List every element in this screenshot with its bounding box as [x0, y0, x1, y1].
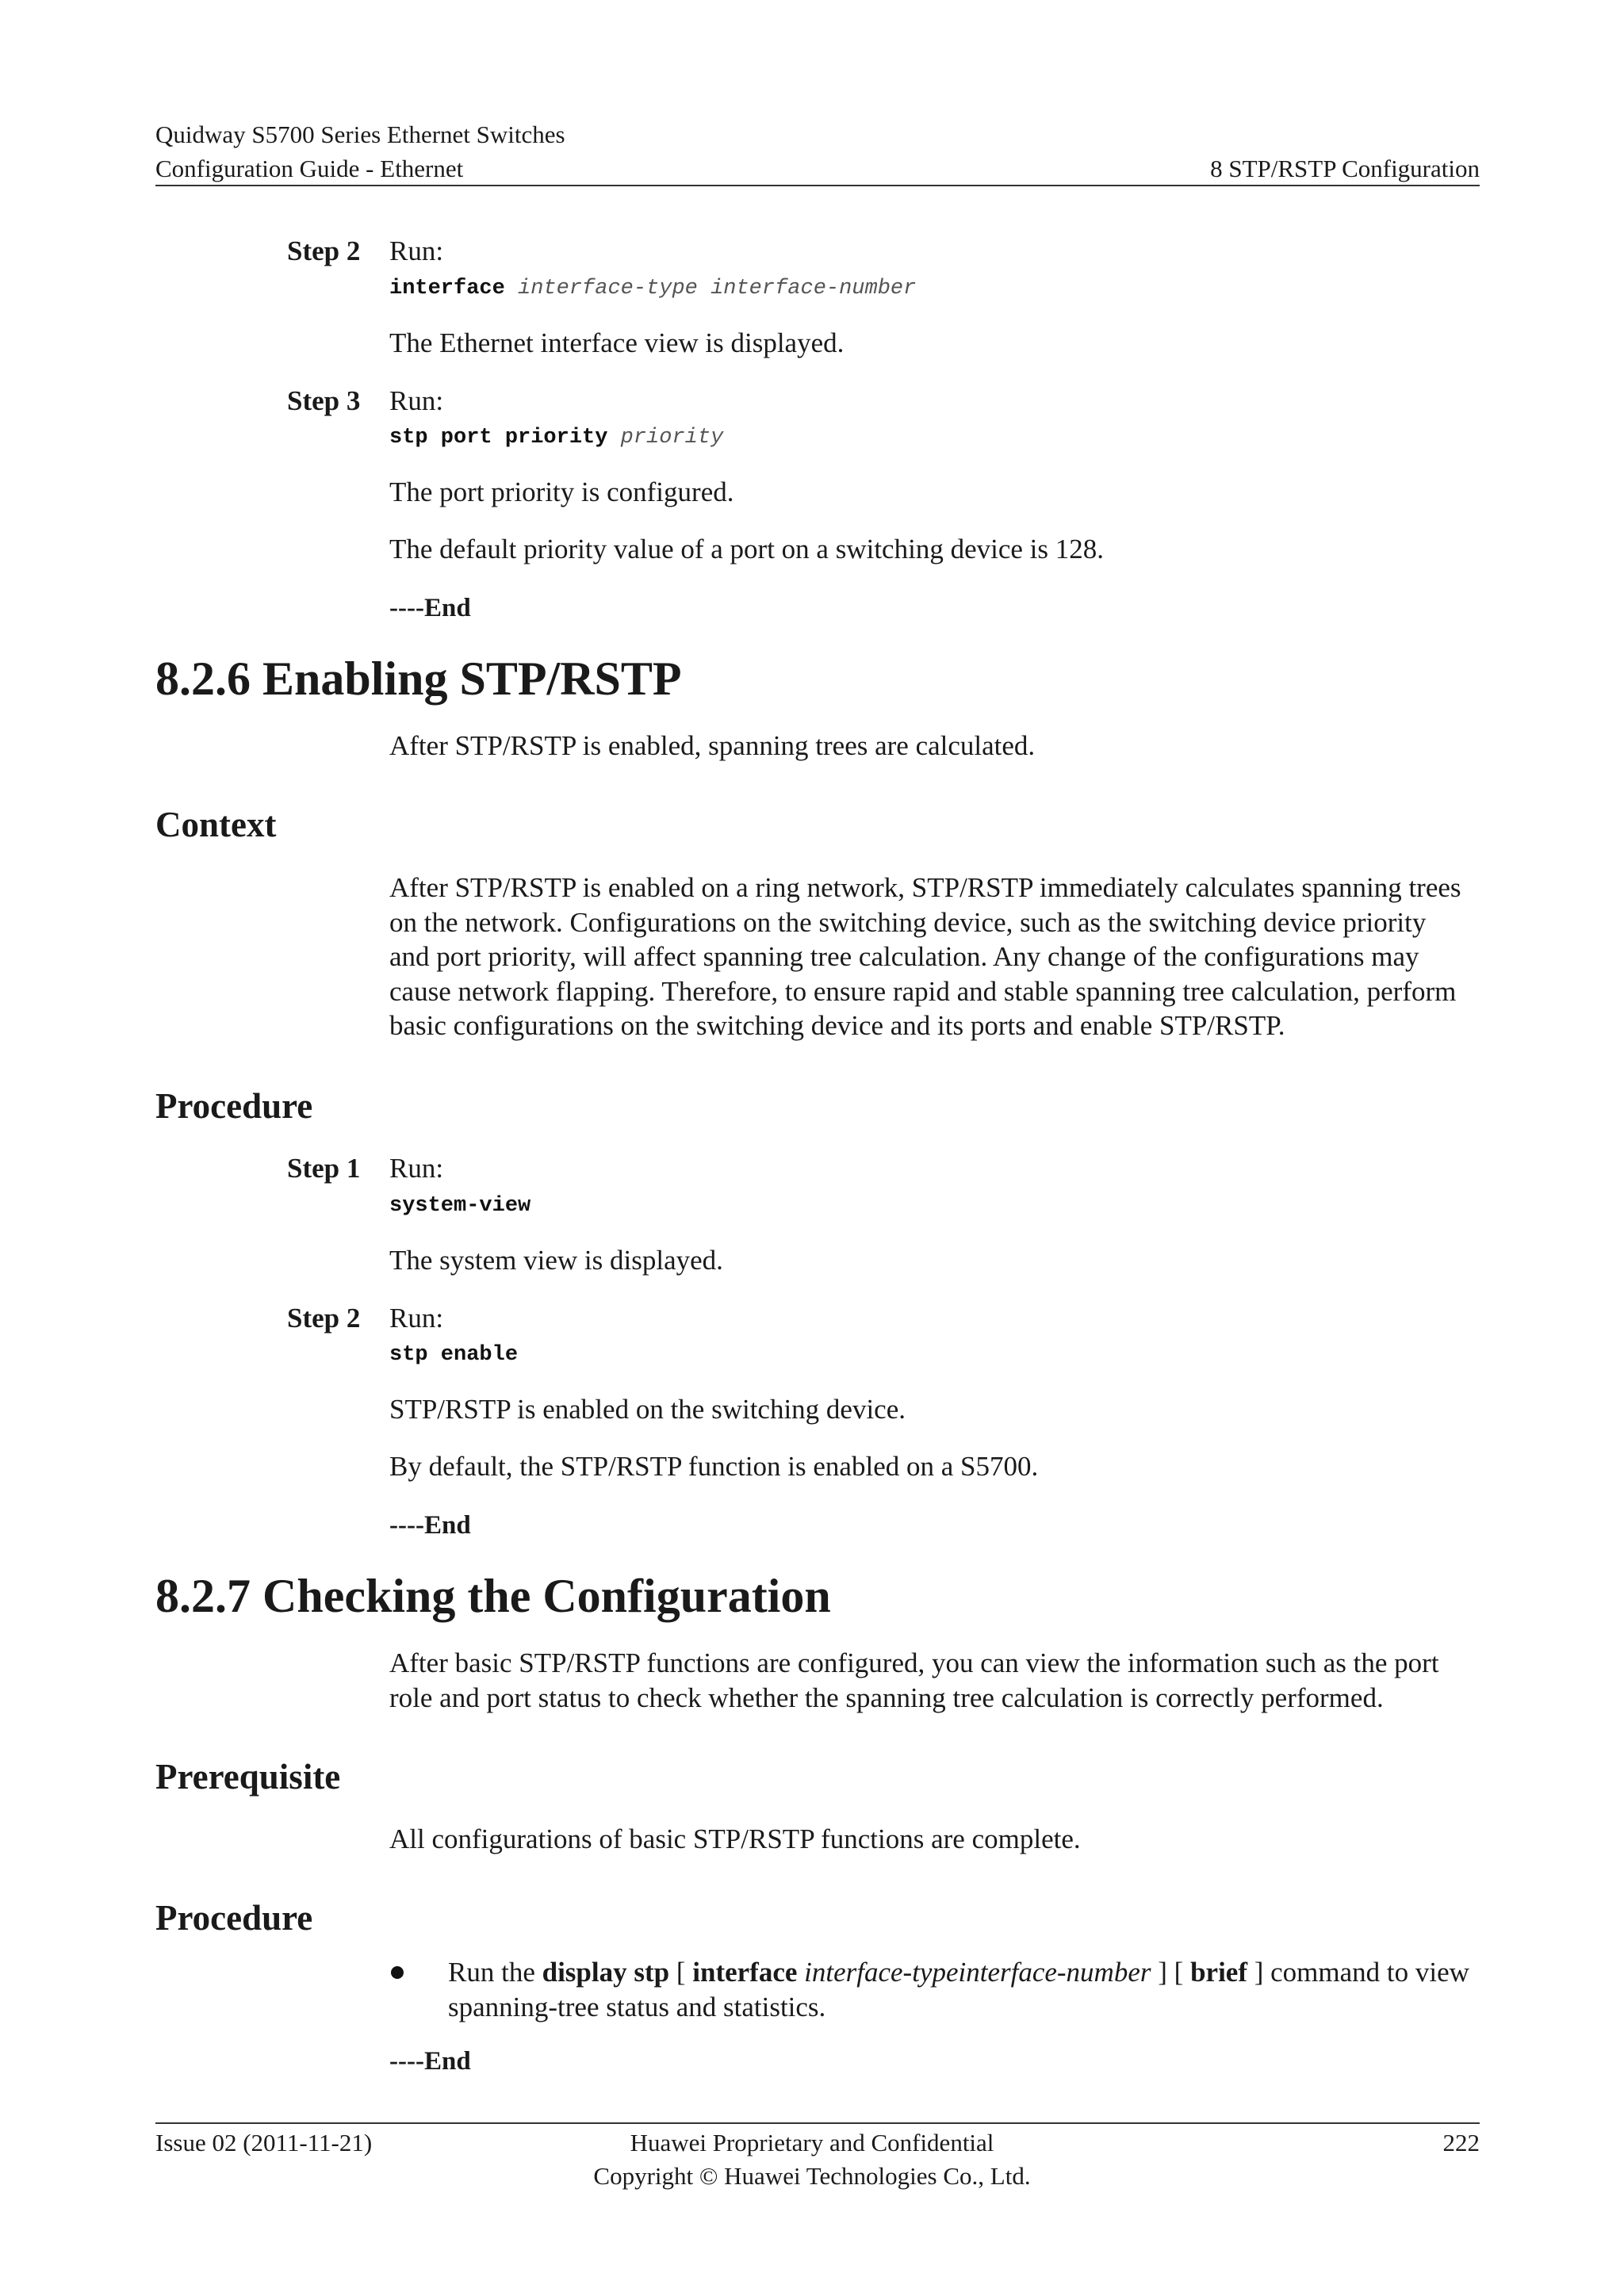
command-args: interface-typeinterface-number — [804, 1957, 1151, 1988]
step-result: The Ethernet interface view is displayed. — [389, 327, 845, 358]
bullet-text-run — [797, 1957, 804, 1988]
command-keyword: stp port priority — [389, 426, 608, 450]
section-summary: After STP/RSTP is enabled, spanning trees are calculated. — [389, 730, 1036, 761]
section-title: 8.2.7 Checking the Configuration — [155, 1570, 831, 1622]
footer-rule — [155, 2122, 1480, 2124]
header-rule — [155, 185, 1480, 186]
step-note: The default priority value of a port on a switching device is 128. — [389, 534, 1104, 564]
step-note: By default, the STP/RSTP function is enabled on a S5700. — [389, 1451, 1039, 1482]
footer-issue: Issue 02 (2011-11-21) — [155, 2129, 373, 2156]
context-line: basic configurations on the switching device and its ports and enable STP/RSTP. — [389, 1010, 1285, 1041]
run-label: Run: — [389, 1153, 444, 1184]
footer-confidential: Huawei Proprietary and Confidential — [630, 2129, 994, 2156]
command-args: interface-type interface-number — [518, 277, 917, 300]
section-title: 8.2.6 Enabling STP/RSTP — [155, 652, 682, 705]
command-line — [389, 274, 916, 303]
context-line: and port priority, will affect spanning tree calculation. Any change of the configurations may — [389, 941, 1419, 972]
header-product: Quidway S5700 Series Ethernet Switches — [155, 121, 565, 148]
context-line: cause network flapping. Therefore, to ensure rapid and stable spanning tree calculation, perform — [389, 975, 1457, 1007]
step-result: The port priority is configured. — [389, 476, 734, 507]
prerequisite-heading: Prerequisite — [155, 1757, 341, 1797]
step-label: Step 2 — [287, 235, 361, 266]
summary-line: role and port status to check whether the spanning tree calculation is correctly performed. — [389, 1682, 1384, 1713]
command-line — [389, 1341, 518, 1369]
command-line — [389, 423, 723, 452]
command-keyword: stp enable — [389, 1343, 519, 1367]
step-label: Step 3 — [287, 385, 361, 416]
command-args: priority — [620, 426, 724, 450]
command-line — [389, 1192, 530, 1220]
procedure-heading: Procedure — [155, 1898, 313, 1938]
run-label: Run: — [389, 235, 444, 266]
bullet-icon — [391, 1966, 404, 1979]
command-keyword: display stp — [542, 1957, 670, 1988]
prerequisite-text: All configurations of basic STP/RSTP functions are complete. — [389, 1823, 1081, 1854]
header-chapter: 8 STP/RSTP Configuration — [1210, 155, 1480, 182]
page-number: 222 — [1442, 2129, 1480, 2156]
bullet-text-run: [ — [669, 1957, 693, 1988]
context-heading: Context — [155, 805, 277, 844]
bullet-text-run: ] [ — [1151, 1957, 1191, 1988]
step-result: STP/RSTP is enabled on the switching device. — [389, 1394, 906, 1425]
context-line: on the network. Configurations on the switching device, such as the switching device priority — [389, 906, 1427, 938]
step-result: The system view is displayed. — [389, 1245, 723, 1276]
command-keyword: interface — [389, 277, 505, 300]
end-marker: ----End — [389, 1511, 471, 1540]
context-paragraph — [389, 871, 1484, 1043]
context-line: After STP/RSTP is enabled on a ring network, STP/RSTP immediately calculates spanning trees — [389, 872, 1461, 903]
footer-copyright: Copyright © Huawei Technologies Co., Ltd. — [593, 2162, 1031, 2190]
end-marker: ----End — [389, 2047, 471, 2076]
end-marker: ----End — [389, 594, 471, 622]
bullet-text-run: Run the — [448, 1957, 542, 1988]
header-guide: Configuration Guide - Ethernet — [155, 155, 464, 182]
procedure-heading: Procedure — [155, 1086, 313, 1126]
command-keyword: interface — [692, 1957, 798, 1988]
bullet-item — [448, 1955, 1487, 2024]
section-summary — [389, 1646, 1484, 1715]
summary-line: After basic STP/RSTP functions are configured, you can view the information such as the port — [389, 1647, 1439, 1678]
bullet-line — [448, 1955, 1487, 1990]
step-label: Step 1 — [287, 1153, 361, 1184]
command-keyword: system-view — [389, 1194, 531, 1218]
step-label: Step 2 — [287, 1303, 361, 1334]
bullet-line: spanning-tree status and statistics. — [448, 1991, 826, 2022]
command-keyword: brief — [1190, 1957, 1247, 1988]
bullet-text-run: ] command to view — [1247, 1957, 1469, 1988]
run-label: Run: — [389, 385, 444, 416]
run-label: Run: — [389, 1303, 444, 1334]
